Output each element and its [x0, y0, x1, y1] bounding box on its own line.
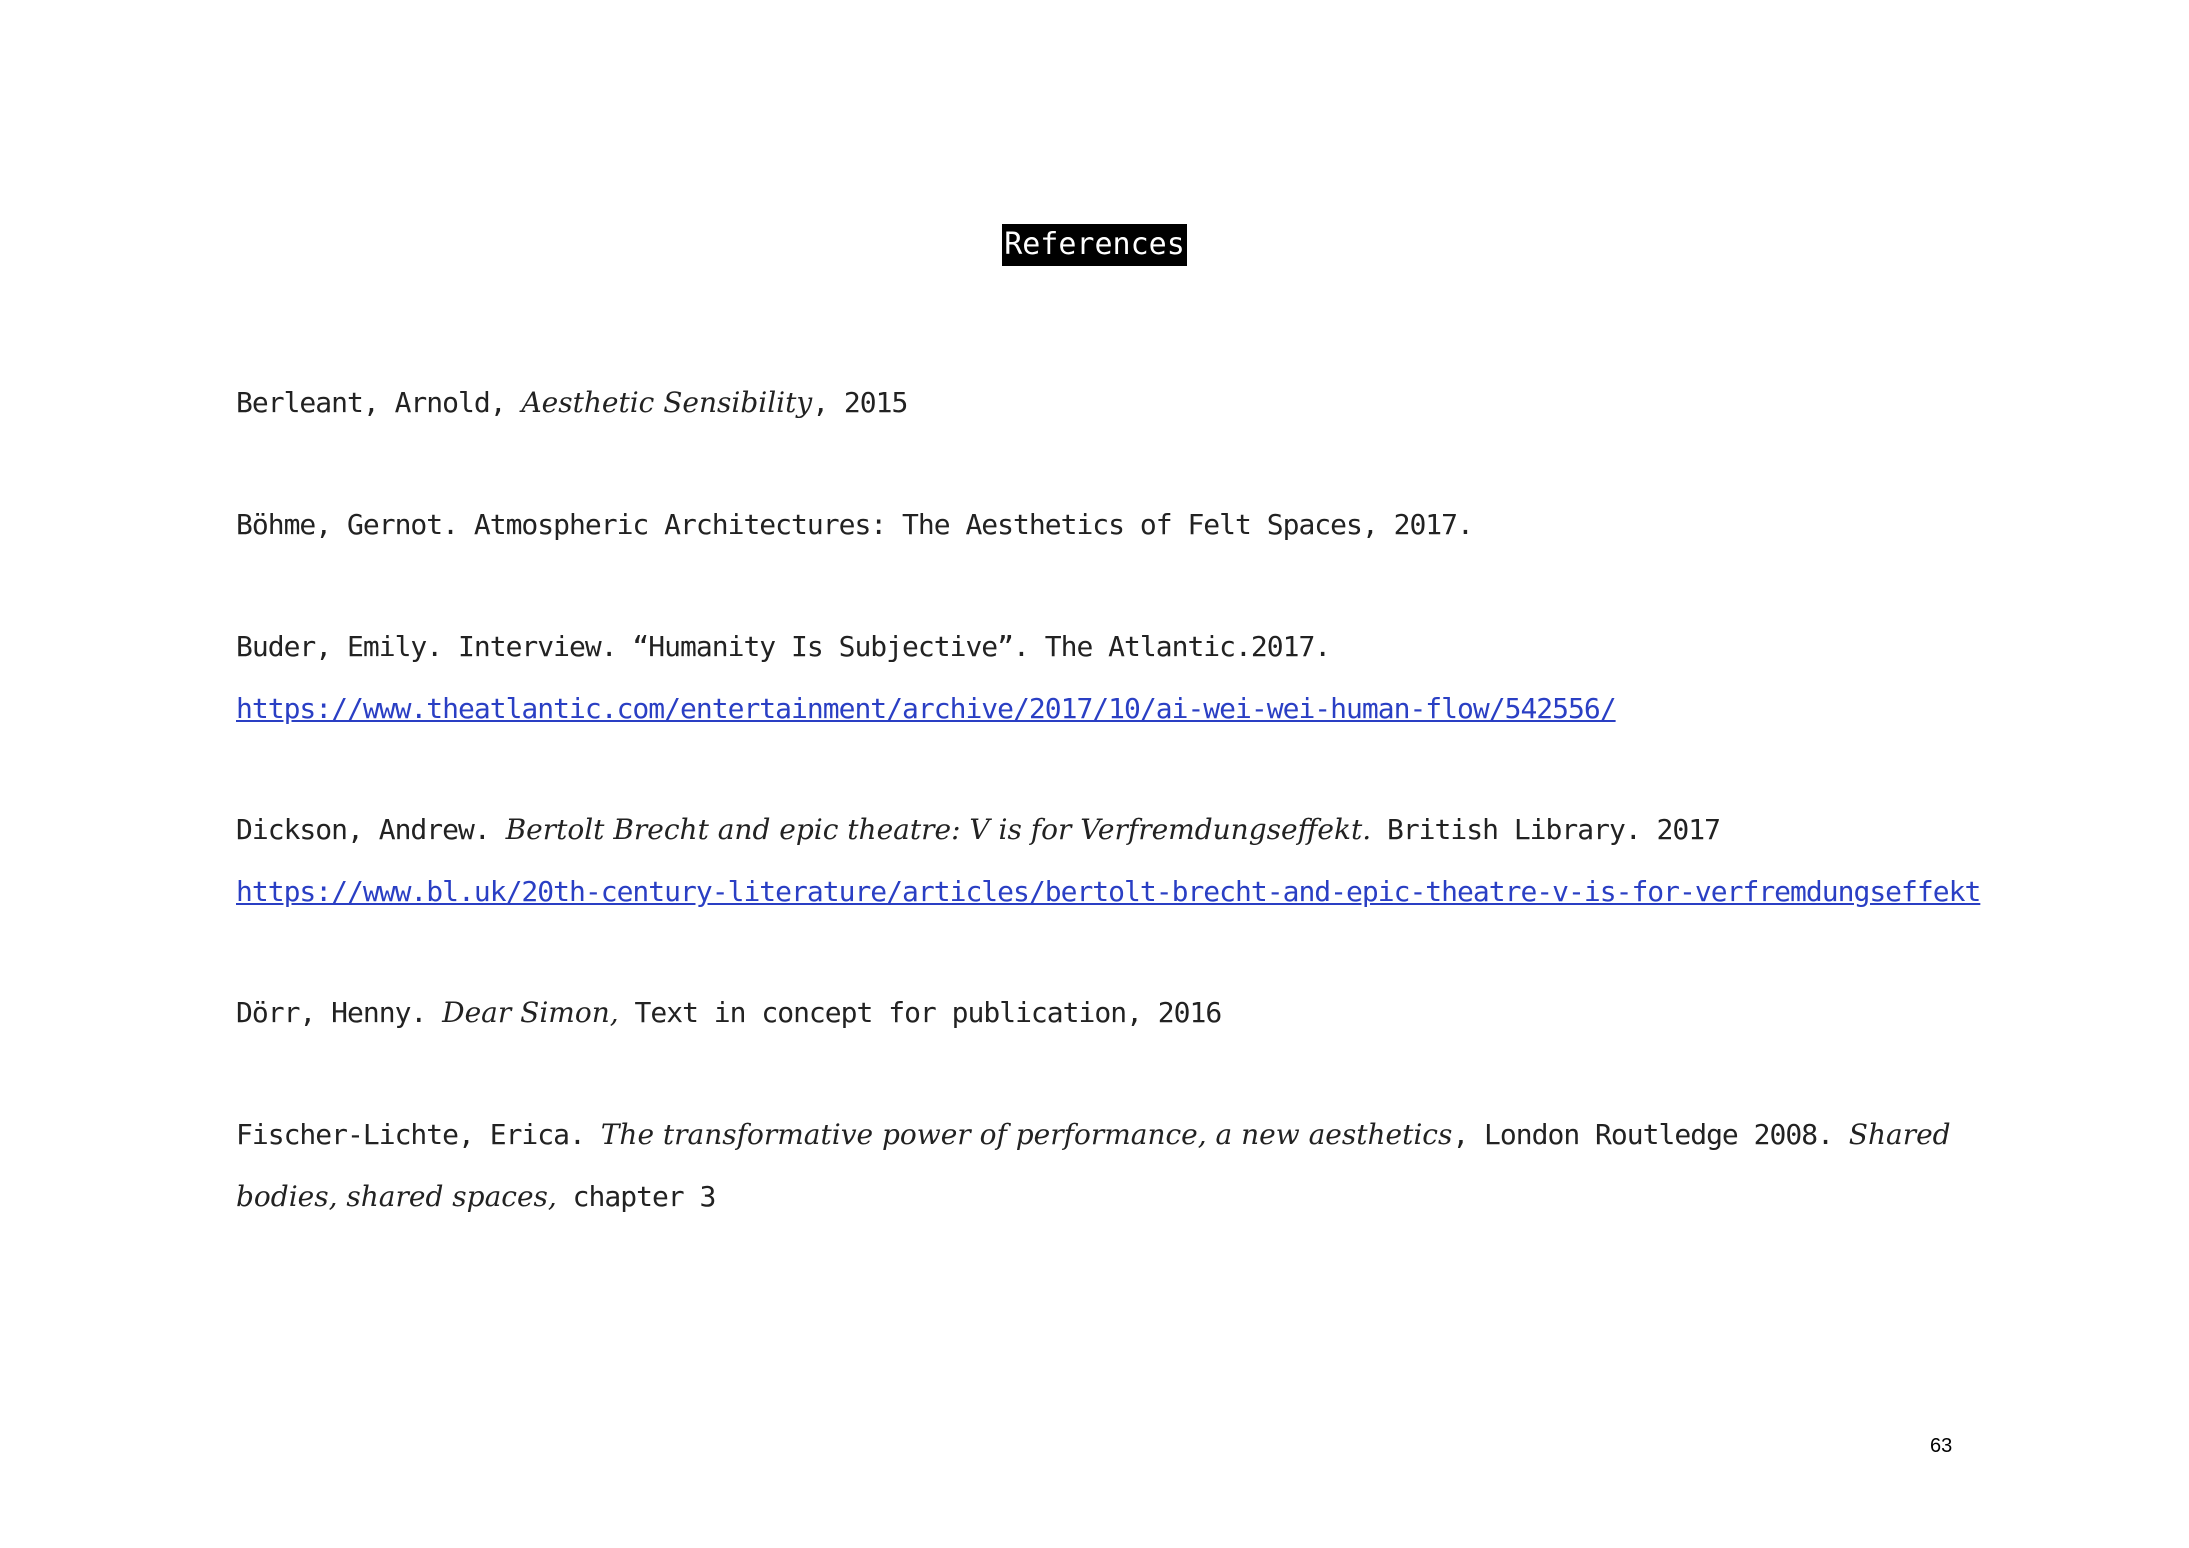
reference-author: Berleant, Arnold,	[236, 386, 522, 419]
reference-details: Text in concept for publication, 2016	[618, 996, 1222, 1029]
reference-link-british-library[interactable]: https://www.bl.uk/20th-century-literature/articles/bertolt-brecht-and-epic-theatre-v-is-for-verfremdungseffekt	[236, 875, 1981, 908]
reference-entry-buder	[236, 616, 1996, 740]
reference-details: , London Routledge 2008.	[1452, 1118, 1849, 1151]
reference-text: Böhme, Gernot. Atmospheric Architectures: The Aesthetics of Felt Spaces, 2017.	[236, 508, 1473, 541]
reference-text: Buder, Emily. Interview. “Humanity Is Subjective”. The Atlantic.2017.	[236, 630, 1331, 663]
reference-line	[236, 799, 1996, 861]
reference-details: British Library. 2017	[1371, 813, 1720, 846]
reference-title: Bertolt Brecht and epic theatre: V is for Verfremdungseffekt.	[505, 813, 1372, 846]
page-number: 63	[1930, 1435, 1953, 1457]
reference-title: Aesthetic Sensibility	[521, 386, 813, 419]
reference-url-line	[236, 678, 1996, 740]
reference-author: Fischer-Lichte, Erica.	[236, 1118, 601, 1151]
reference-details: chapter 3	[556, 1180, 716, 1213]
reference-author: Dickson, Andrew.	[236, 813, 506, 846]
reference-line	[236, 372, 1996, 434]
references-heading-wrap	[0, 224, 2189, 266]
reference-entry-dorr	[236, 982, 1996, 1044]
reference-chapter-title-cont: bodies, shared spaces,	[236, 1180, 557, 1213]
reference-entry-fischer-lichte	[236, 1104, 1996, 1228]
reference-url-line	[236, 861, 1996, 923]
reference-entry-bohme	[236, 494, 1996, 556]
reference-title: Dear Simon,	[442, 996, 619, 1029]
reference-line	[236, 982, 1996, 1044]
references-heading: References	[1002, 224, 1187, 266]
reference-entry-dickson	[236, 799, 1996, 923]
reference-line	[236, 1104, 1996, 1166]
reference-entry-berleant	[236, 372, 1996, 434]
reference-link-atlantic[interactable]: https://www.theatlantic.com/entertainment/archive/2017/10/ai-wei-wei-human-flow/542556/	[236, 692, 1616, 725]
reference-details: , 2015	[812, 386, 908, 419]
reference-chapter-title: Shared	[1848, 1118, 1951, 1151]
reference-author: Dörr, Henny.	[236, 996, 443, 1029]
reference-title: The transformative power of performance, a new aesthetics	[600, 1118, 1453, 1151]
reference-line	[236, 1166, 1996, 1228]
